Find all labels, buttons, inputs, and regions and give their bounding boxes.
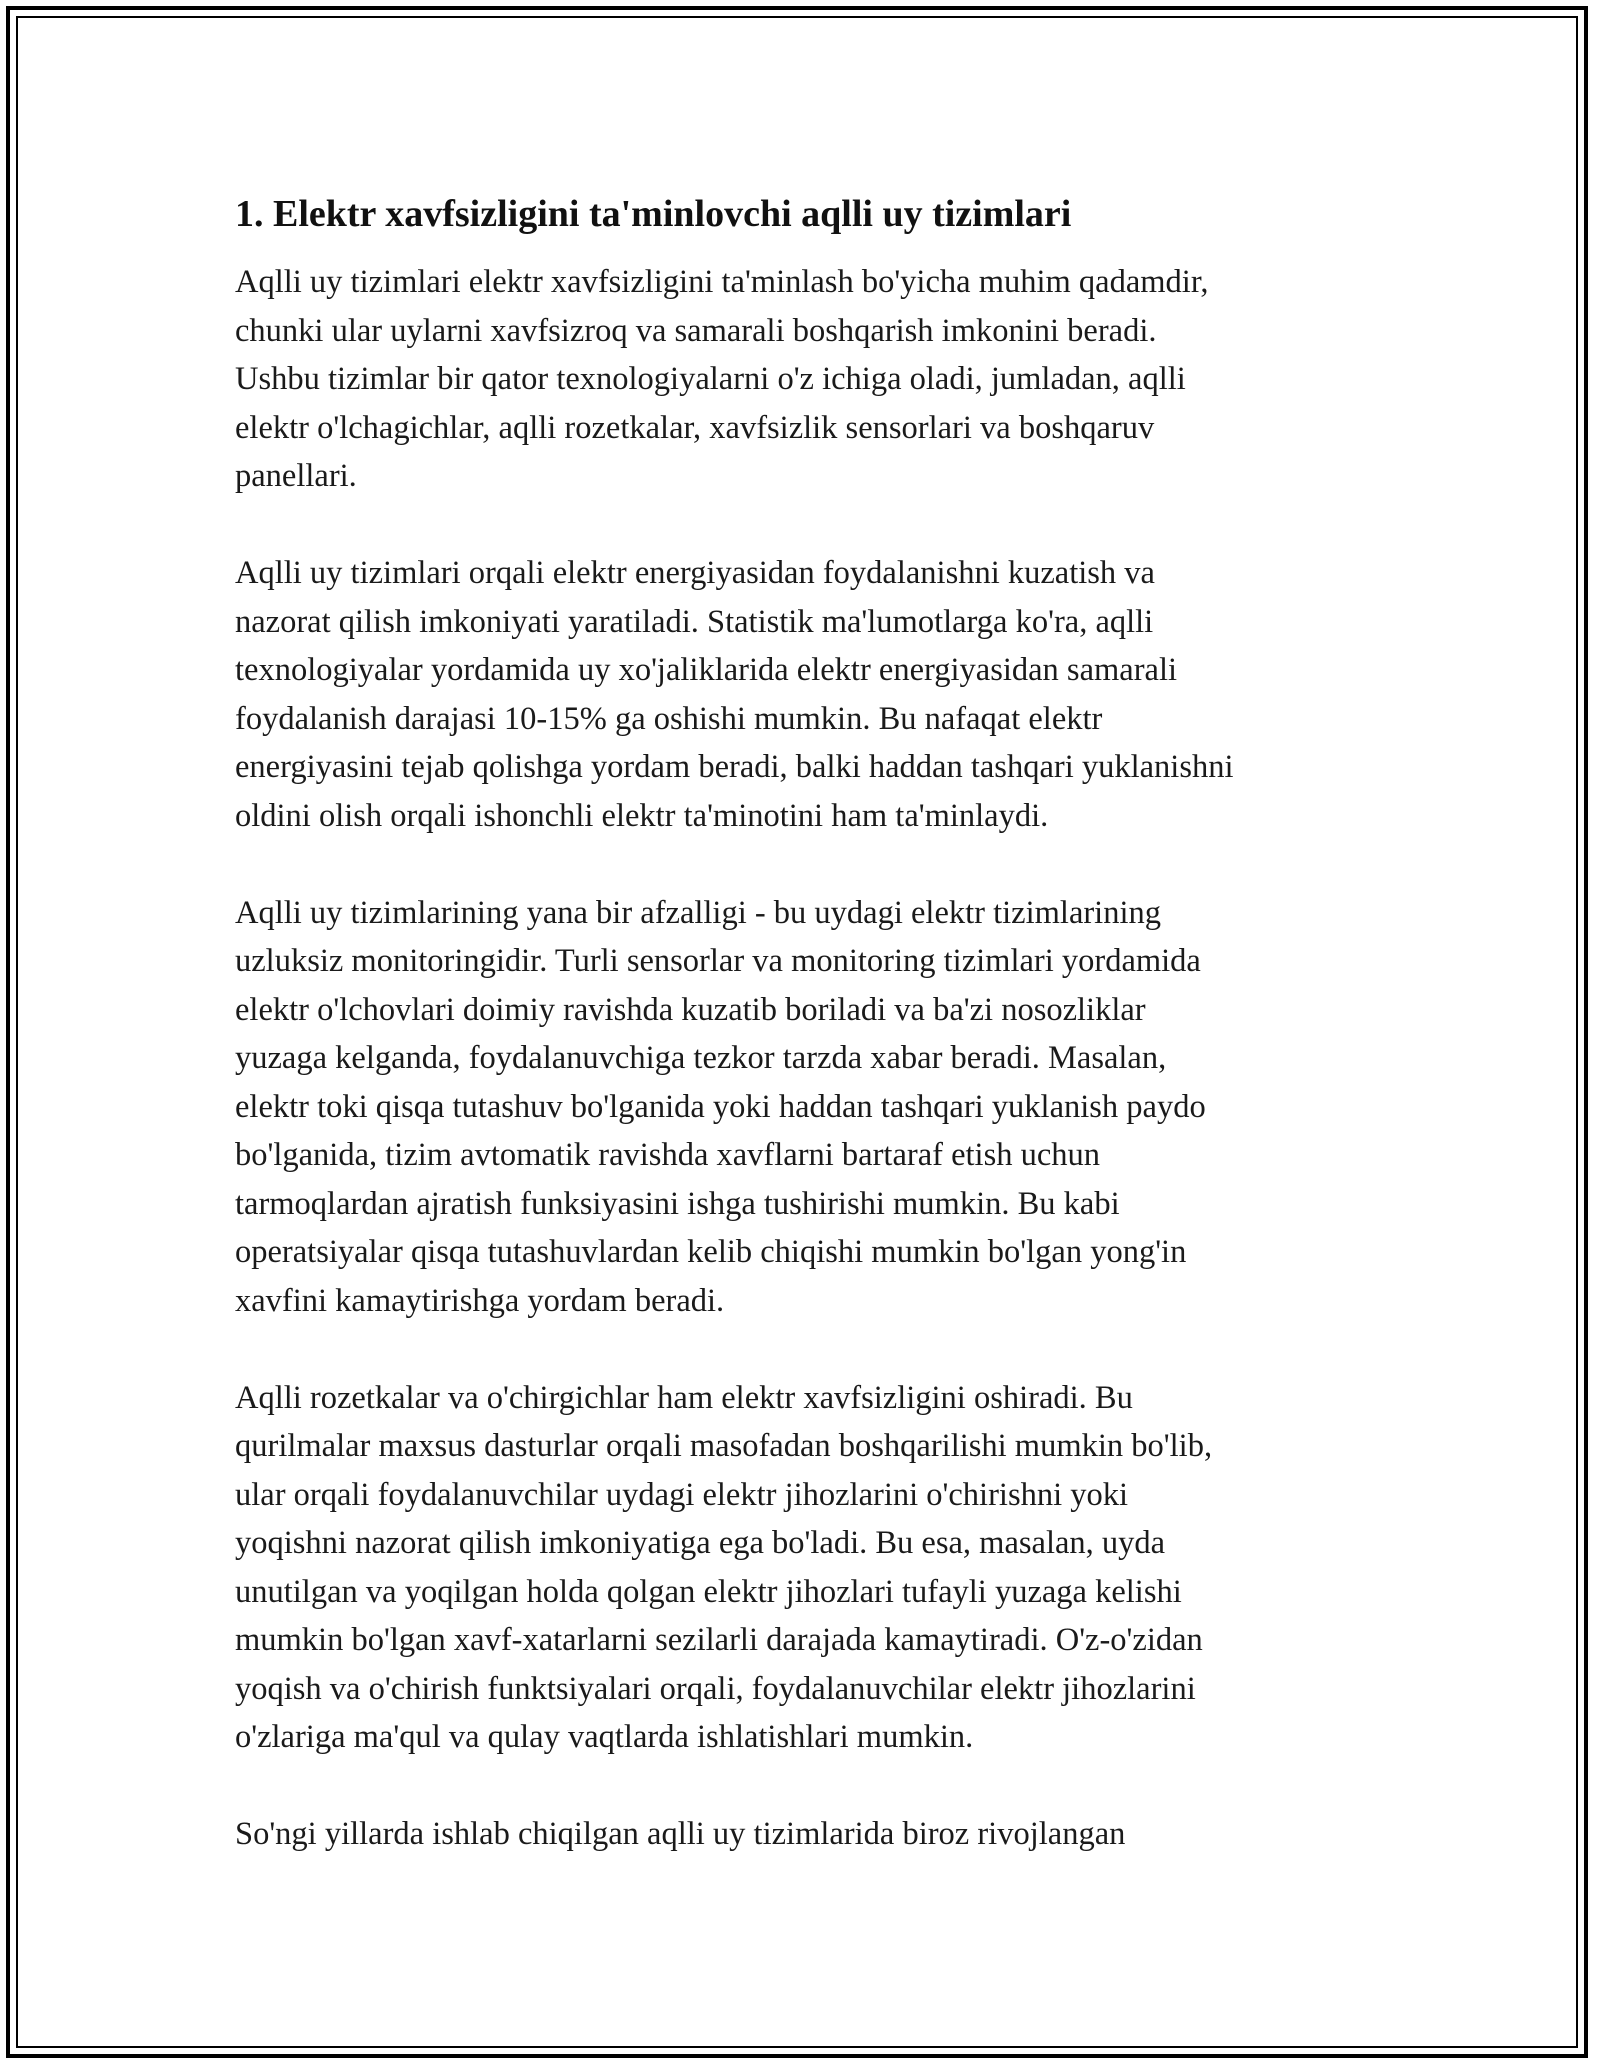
paragraph: Aqlli uy tizimlarining yana bir afzalligi - bu uydagi elektr tizimlarining uzluksiz monitoringidir. Turli sensorlar va monitoring tizimlari yordamida elektr o'lchovlari doimiy ravishda kuzatib boriladi va ba'zi nosozliklar yuzaga kelganda, foydalanuvchiga tezkor tarzda xabar beradi. Masalan, elektr toki qisqa tutashuv bo'lganida yoki haddan tashqari yuklanish paydo bo'lganida, tizim avtomatik ravishda xavflarni bartaraf etish uchun tarmoqlardan ajratish funksiyasini ishga tushirishi mumkin. Bu kabi operatsiyalar qisqa tutashuvlardan kelib chiqishi mumkin bo'lgan yong'in xavfini kamaytirishga yordam beradi. — [235, 894, 1206, 1319]
paragraph: Aqlli uy tizimlari orqali elektr energiyasidan foydalanishni kuzatish va nazorat qilish imkoniyati yaratiladi. Statistik ma'lumotlarga ko'ra, aqlli texnologiyalar yordamida uy xo'jaliklarida elektr energiyasidan samarali foydalanish darajasi 10-15% ga oshishi mumkin. Bu nafaqat elektr energiyasini tejab qolishga yordam beradi, balki haddan tashqari yuklanishni oldini olish orqali ishonchli elektr ta'minotini ham ta'minlaydi. — [235, 555, 1234, 834]
paragraph: Aqlli uy tizimlari elektr xavfsizligini ta'minlash bo'yicha muhim qadamdir, chunki ular uylarni xavfsizroq va samarali boshqarish imkonini beradi. Ushbu tizimlar bir qator texnologiyalarni o'z ichiga oladi, jumladan, aqlli elektr o'lchagichlar, aqlli rozetkalar, xavfsizlik sensorlari va boshqaruv panellari. — [235, 264, 1209, 494]
document-body — [235, 188, 1375, 1859]
paragraph: So'ngi yillarda ishlab chiqilgan aqlli uy tizimlarida biroz rivojlangan — [235, 1816, 1126, 1852]
section-heading: 1. Elektr xavfsizligini ta'minlovchi aqlli uy tizimlari — [235, 193, 1072, 235]
paragraph: Aqlli rozetkalar va o'chirgichlar ham elektr xavfsizligini oshiradi. Bu qurilmalar maxsus dasturlar orqali masofadan boshqarilishi mumkin bo'lib, ular orqali foydalanuvchilar uydagi elektr jihozlarini o'chirishni yoki yoqishni nazorat qilish imkoniyatiga ega bo'ladi. Bu esa, masalan, uyda unutilgan va yoqilgan holda qolgan elektr jihozlari tufayli yuzaga kelishi mumkin bo'lgan xavf-xatarlarni sezilarli darajada kamaytiradi. O'z-o'zidan yoqish va o'chirish funktsiyalari orqali, foydalanuvchilar elektr jihozlarini o'zlariga ma'qul va qulay vaqtlarda ishlatishlari mumkin. — [235, 1379, 1213, 1755]
